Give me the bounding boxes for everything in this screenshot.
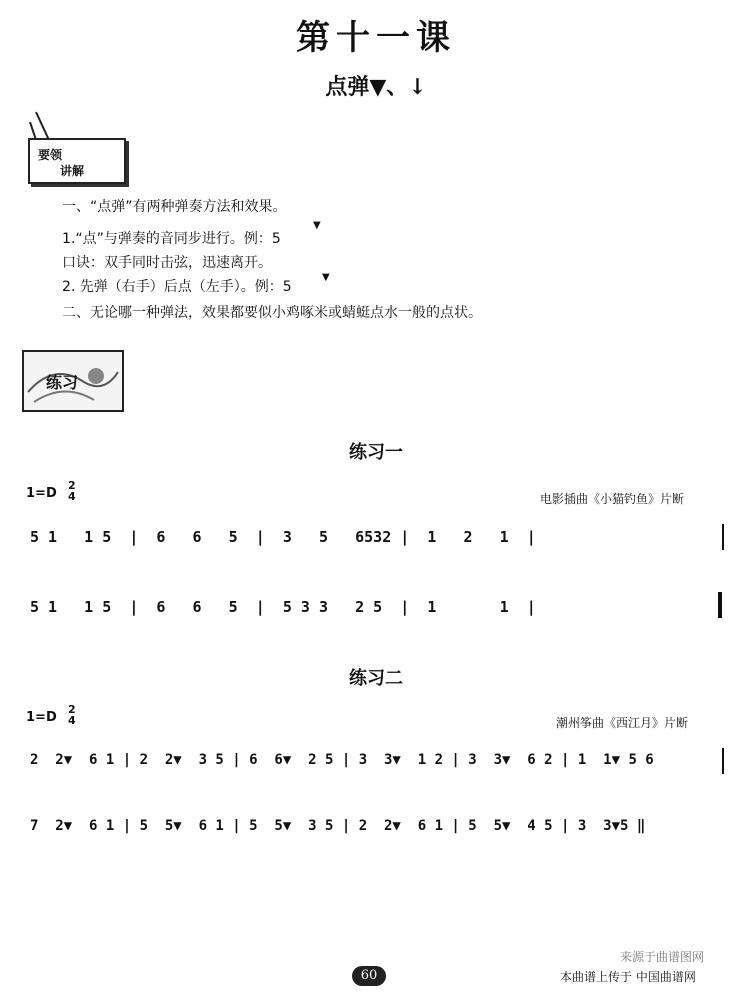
exercise2-heading: 练习二 xyxy=(349,668,403,689)
explanation-p5: 二、无论哪一种弹法，效果都要似小鸡啄米或蜻蜓点水一般的点状。 xyxy=(62,305,482,321)
exercise2-key: 1=D xyxy=(26,710,57,725)
exercise1-staff-line1: 5 1 1 5 | 6 6 5 | 3 5 6532 | 1 2 1 | xyxy=(30,528,536,546)
time-bottom: 4 xyxy=(68,714,76,727)
explanation-p4: 2. 先弹（右手）后点（左手）。例：5 xyxy=(62,279,292,295)
explanation-p1: 一、“点弹”有两种弹奏方法和效果。 xyxy=(62,199,287,215)
exercise2-time-signature xyxy=(68,704,76,726)
tap-mark-icon: ▼ xyxy=(313,220,321,231)
final-barline-icon xyxy=(718,592,722,618)
exercise1-staff-line2: 5 1 1 5 | 6 6 5 | 5 3 3 2 5 | 1 1 | xyxy=(30,598,536,616)
barline-icon xyxy=(722,524,724,550)
page-title: 第十一课 xyxy=(296,18,456,58)
badge-line1: 要领 xyxy=(38,148,63,162)
exercise2-staff-line1: 2 2▼ 6 1 | 2 2▼ 3 5 | 6 6▼ 2 5 | 3 3▼ 1 2 | 3 3▼ 6 2 | 1 1▼ 5 6 xyxy=(30,752,654,768)
page-subtitle: 点弹▼、↓ xyxy=(325,74,427,100)
tap-mark-icon: ▼ xyxy=(322,272,330,283)
exercise1-key: 1=D xyxy=(26,486,57,501)
time-bottom: 4 xyxy=(68,490,76,503)
practice-badge-label: 练习 xyxy=(46,373,79,392)
practice-badge xyxy=(22,350,124,412)
explanation-p3: 口诀：双手同时击弦，迅速离开。 xyxy=(62,255,272,271)
page-number: 60 xyxy=(352,966,386,986)
watermark: 来源于曲谱图网 xyxy=(620,950,705,964)
time-top: 2 xyxy=(68,479,76,492)
footer-credit: 本曲谱上传于 中国曲谱网 xyxy=(560,970,696,984)
exercise1-source: 电影插曲《小猫钓鱼》片断 xyxy=(540,492,685,506)
exercise2-source: 潮州筝曲《西江月》片断 xyxy=(556,716,689,730)
exercise1-time-signature xyxy=(68,480,76,502)
exercise1-heading: 练习一 xyxy=(349,442,403,463)
exercise2-staff-line2: 7 2▼ 6 1 | 5 5▼ 6 1 | 5 5▼ 3 5 | 2 2▼ 6 1 | 5 5▼ 4 5 | 3 3▼5 ‖ xyxy=(30,818,646,834)
barline-icon xyxy=(722,748,724,774)
key-points-badge xyxy=(28,138,126,184)
badge-line2: 讲解 xyxy=(60,164,85,178)
time-top: 2 xyxy=(68,703,76,716)
explanation-p2: 1.“点”与弹奏的音同步进行。例：5 xyxy=(62,231,281,247)
